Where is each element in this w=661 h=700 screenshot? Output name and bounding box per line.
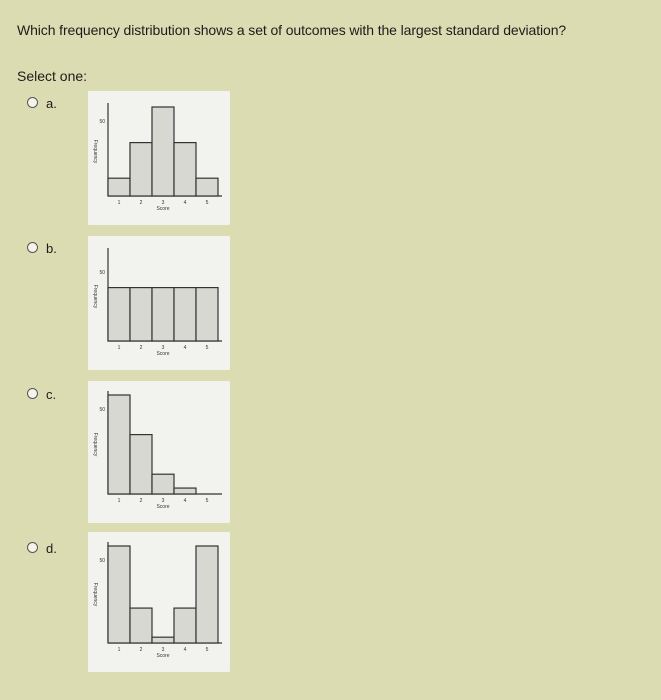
radio-c[interactable] (27, 388, 38, 399)
histogram-bar (130, 608, 152, 643)
option-d[interactable] (27, 541, 57, 556)
option-c[interactable] (27, 387, 56, 402)
option-c-letter: c. (46, 387, 57, 402)
radio-a[interactable] (27, 97, 38, 108)
x-axis-label: Score (156, 653, 170, 659)
x-axis-label: Score (156, 206, 170, 212)
histogram-bar (174, 288, 196, 341)
radio-d[interactable] (27, 542, 38, 553)
x-tick-label: 1 (117, 200, 121, 206)
x-tick-label: 2 (139, 647, 143, 653)
histogram-bar (108, 546, 130, 643)
x-tick-label: 4 (183, 345, 187, 351)
histogram-bar (196, 288, 218, 341)
x-tick-label: 4 (183, 200, 187, 206)
histogram-bar (152, 474, 174, 494)
option-c-chart[interactable] (88, 381, 230, 523)
option-a-chart[interactable] (88, 91, 230, 225)
histogram-bar (152, 288, 174, 341)
histogram-bar (196, 546, 218, 643)
x-tick-label: 4 (183, 647, 187, 653)
x-tick-label: 2 (139, 200, 143, 206)
chart-d-svg (88, 532, 230, 672)
option-d-letter: d. (46, 541, 57, 556)
chart-b-svg (88, 236, 230, 370)
histogram-bar (130, 288, 152, 341)
x-tick-label: 3 (161, 498, 165, 504)
x-tick-label: 3 (161, 647, 165, 653)
y-axis-label: Frequency (92, 139, 98, 164)
histogram-bar (108, 178, 130, 196)
x-tick-label: 2 (139, 345, 143, 351)
x-tick-label: 5 (205, 647, 209, 653)
y-tick-label: 50 (99, 558, 105, 564)
x-tick-label: 5 (205, 345, 209, 351)
histogram-bar (174, 143, 196, 196)
histogram-bar (108, 395, 130, 494)
histogram-bar (174, 608, 196, 643)
x-tick-label: 5 (205, 498, 209, 504)
option-d-chart[interactable] (88, 532, 230, 672)
x-tick-label: 5 (205, 200, 209, 206)
y-axis-label: Frequency (92, 582, 98, 607)
radio-b[interactable] (27, 242, 38, 253)
x-axis-label: Score (156, 351, 170, 357)
histogram-bar (130, 435, 152, 494)
question-text: Which frequency distribution shows a set of outcomes with the largest standard deviation? (17, 22, 567, 38)
x-tick-label: 3 (161, 345, 165, 351)
y-axis-label: Frequency (92, 284, 98, 309)
y-axis-label: Frequency (92, 432, 98, 457)
x-tick-label: 1 (117, 498, 121, 504)
histogram-bar (196, 178, 218, 196)
histogram-bar (108, 288, 130, 341)
option-a-letter: a. (46, 96, 57, 111)
x-axis-label: Score (156, 504, 170, 510)
x-tick-label: 2 (139, 498, 143, 504)
histogram-bar (174, 488, 196, 494)
select-one-label: Select one: (17, 68, 88, 84)
option-b-letter: b. (46, 241, 57, 256)
y-tick-label: 50 (99, 407, 105, 413)
histogram-bar (152, 107, 174, 196)
chart-c-svg (88, 381, 230, 523)
option-b[interactable] (27, 241, 57, 256)
x-tick-label: 1 (117, 345, 121, 351)
x-tick-label: 3 (161, 200, 165, 206)
option-a[interactable] (27, 96, 57, 111)
y-tick-label: 50 (99, 270, 105, 276)
x-tick-label: 1 (117, 647, 121, 653)
option-b-chart[interactable] (88, 236, 230, 370)
y-tick-label: 50 (99, 119, 105, 125)
x-tick-label: 4 (183, 498, 187, 504)
chart-a-svg (88, 91, 230, 225)
histogram-bar (130, 143, 152, 196)
histogram-bar (152, 637, 174, 643)
